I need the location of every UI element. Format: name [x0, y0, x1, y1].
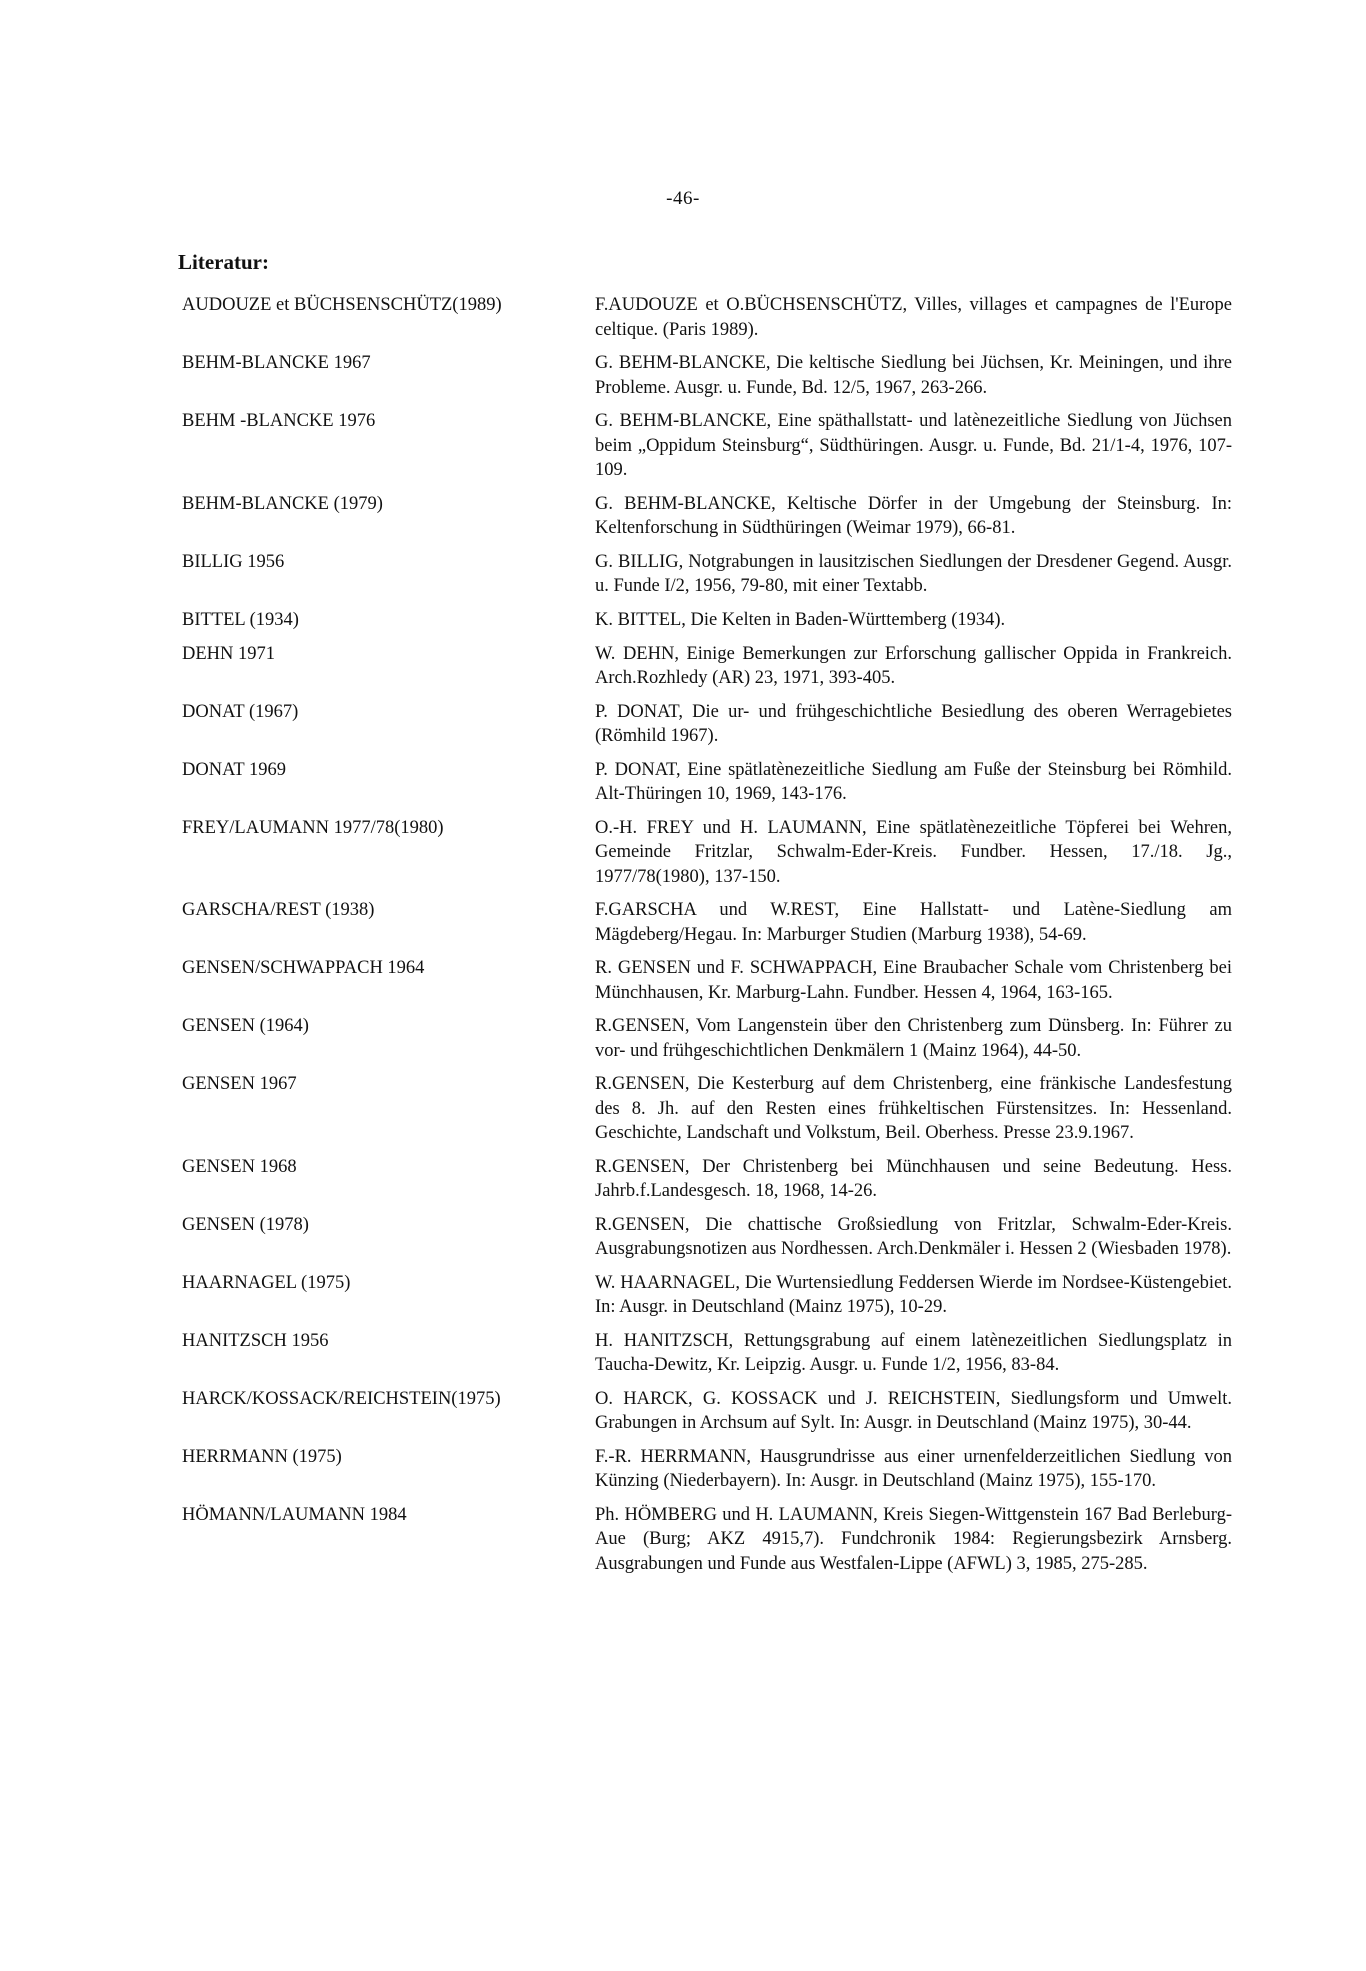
- citation-key: HÖMANN/LAUMANN 1984: [182, 1504, 407, 1525]
- citation-reference: F.-R. HERRMANN, Hausgrundrisse aus einer urnenfelderzeitlichen Siedlung von Künzing (Niederbayern). In: Ausgr. in Deutschland (Mainz 1975), 155-170.: [595, 1446, 1232, 1491]
- bibliography-entry: [182, 550, 1232, 599]
- citation-reference: O.-H. FREY und H. LAUMANN, Eine spätlatènezeitliche Töpferei bei Wehren, Gemeinde Fritzlar, Schwalm-Eder-Kreis. Fundber. Hessen, 17./18. Jg., 1977/78(1980), 137-150.: [595, 817, 1232, 887]
- citation-reference: G. BEHM-BLANCKE, Die keltische Siedlung bei Jüchsen, Kr. Meiningen, und ihre Probleme. Ausgr. u. Funde, Bd. 12/5, 1967, 263-266.: [595, 353, 1232, 398]
- citation-reference: R.GENSEN, Die chattische Großsiedlung von Fritzlar, Schwalm-Eder-Kreis. Ausgrabungsnotizen aus Nordhessen. Arch.Denkmäler i. Hessen 2 (Wiesbaden 1978).: [595, 1214, 1232, 1259]
- bibliography-entry: [182, 1155, 1232, 1204]
- citation-reference: R.GENSEN, Vom Langenstein über den Christenberg zum Dünsberg. In: Führer zu vor- und frühgeschichtlichen Denkmälern 1 (Mainz 1964), 44-50.: [595, 1016, 1232, 1061]
- bibliography-entry: [182, 642, 1232, 691]
- citation-key: GENSEN 1968: [182, 1156, 297, 1177]
- citation-reference: R. GENSEN und F. SCHWAPPACH, Eine Braubacher Schale vom Christenberg bei Münchhausen, Kr. Marburg-Lahn. Fundber. Hessen 4, 1964, 163-165.: [595, 958, 1232, 1003]
- citation-key: FREY/LAUMANN 1977/78(1980): [182, 817, 444, 838]
- citation-reference: W. DEHN, Einige Bemerkungen zur Erforschung gallischer Oppida in Frankreich. Arch.Rozhledy (AR) 23, 1971, 393-405.: [595, 643, 1232, 688]
- citation-reference: P. DONAT, Die ur- und frühgeschichtliche Besiedlung des oberen Werragebietes (Römhild 1967).: [595, 701, 1232, 746]
- citation-key: GENSEN 1967: [182, 1074, 297, 1094]
- bibliography-entry: [182, 1503, 1232, 1577]
- citation-reference: Ph. HÖMBERG und H. LAUMANN, Kreis Siegen-Wittgenstein 167 Bad Berleburg-Aue (Burg; AKZ 4915,7). Fundchronik 1984: Regierungsbezirk Arnsberg. Ausgrabungen und Funde aus Westfalen-Lippe (AFWL) 3, 1985, 275-285.: [595, 1504, 1232, 1574]
- citation-key: HARCK/KOSSACK/REICHSTEIN(1975): [182, 1388, 501, 1409]
- bibliography-entry: [182, 1445, 1232, 1494]
- citation-key: GENSEN (1964): [182, 1016, 309, 1036]
- bibliography-entry: [182, 898, 1232, 947]
- citation-key: BEHM-BLANCKE 1967: [182, 353, 371, 373]
- citation-key: BITTEL (1934): [182, 609, 299, 630]
- citation-key: HANITZSCH 1956: [182, 1330, 329, 1351]
- citation-reference: H. HANITZSCH, Rettungsgrabung auf einem latènezeitlichen Siedlungsplatz in Taucha-Dewitz, Kr. Leipzig. Ausgr. u. Funde 1/2, 1956, 83-84.: [595, 1330, 1232, 1375]
- bibliography-entry: [182, 700, 1232, 749]
- bibliography-entry: [182, 351, 1232, 400]
- citation-key: BEHM-BLANCKE (1979): [182, 493, 383, 514]
- page-number: -46-: [666, 188, 700, 209]
- bibliography-list: [182, 293, 1232, 1585]
- citation-reference: R.GENSEN, Die Kesterburg auf dem Christenberg, eine fränkische Landesfestung des 8. Jh. auf den Resten eines frühkeltischen Fürstensitzes. In: Hessenland. Geschichte, Landschaft und Volkstum, Beil. Oberhess. Presse 23.9.1967.: [595, 1074, 1232, 1143]
- bibliography-entry: [182, 492, 1232, 541]
- citation-reference: R.GENSEN, Der Christenberg bei Münchhausen und seine Bedeutung. Hess. Jahrb.f.Landesgesch. 18, 1968, 14-26.: [595, 1156, 1232, 1201]
- bibliography-entry: [182, 956, 1232, 1005]
- bibliography-entry: [182, 293, 1232, 342]
- bibliography-entry: [182, 608, 1232, 633]
- bibliography-entry: [182, 1213, 1232, 1262]
- citation-reference: K. BITTEL, Die Kelten in Baden-Württemberg (1934).: [595, 609, 1006, 630]
- section-heading: Literatur:: [178, 250, 269, 274]
- bibliography-entry: [182, 1014, 1232, 1063]
- citation-reference: F.GARSCHA und W.REST, Eine Hallstatt- und Latène-Siedlung am Mägdeberg/Hegau. In: Marburger Studien (Marburg 1938), 54-69.: [595, 900, 1232, 945]
- citation-key: DONAT (1967): [182, 701, 299, 722]
- bibliography-entry: [182, 1387, 1232, 1436]
- citation-key: DEHN 1971: [182, 643, 276, 664]
- citation-key: HAARNAGEL (1975): [182, 1272, 351, 1293]
- citation-key: GARSCHA/REST (1938): [182, 900, 375, 920]
- citation-reference: G. BILLIG, Notgrabungen in lausitzischen Siedlungen der Dresdener Gegend. Ausgr. u. Funde I/2, 1956, 79-80, mit einer Textabb.: [595, 551, 1232, 596]
- citation-key: BILLIG 1956: [182, 551, 285, 572]
- citation-reference: P. DONAT, Eine spätlatènezeitliche Siedlung am Fuße der Steinsburg bei Römhild. Alt-Thüringen 10, 1969, 143-176.: [595, 759, 1232, 804]
- citation-reference: O. HARCK, G. KOSSACK und J. REICHSTEIN, Siedlungsform und Umwelt. Grabungen in Archsum auf Sylt. In: Ausgr. in Deutschland (Mainz 1975), 30-44.: [595, 1388, 1232, 1433]
- citation-key: BEHM -BLANCKE 1976: [182, 411, 376, 431]
- citation-reference: G. BEHM-BLANCKE, Eine späthallstatt- und latènezeitliche Siedlung von Jüchsen beim „Oppidum Steinsburg“, Südthüringen. Ausgr. u. Funde, Bd. 21/1-4, 1976, 107-109.: [595, 411, 1232, 480]
- bibliography-entry: [182, 816, 1232, 890]
- citation-key: AUDOUZE et BÜCHSENSCHÜTZ(1989): [182, 295, 502, 315]
- citation-key: GENSEN (1978): [182, 1214, 309, 1235]
- bibliography-entry: [182, 409, 1232, 483]
- bibliography-entry: [182, 1271, 1232, 1320]
- citation-reference: F.AUDOUZE et O.BÜCHSENSCHÜTZ, Villes, villages et campagnes de l'Europe celtique. (Paris 1989).: [595, 295, 1232, 340]
- citation-key: HERRMANN (1975): [182, 1446, 342, 1467]
- citation-reference: W. HAARNAGEL, Die Wurtensiedlung Feddersen Wierde im Nordsee-Küstengebiet. In: Ausgr. in Deutschland (Mainz 1975), 10-29.: [595, 1272, 1232, 1317]
- citation-key: GENSEN/SCHWAPPACH 1964: [182, 958, 425, 978]
- bibliography-entry: [182, 758, 1232, 807]
- citation-key: DONAT 1969: [182, 759, 286, 780]
- bibliography-entry: [182, 1072, 1232, 1146]
- citation-reference: G. BEHM-BLANCKE, Keltische Dörfer in der Umgebung der Steinsburg. In: Keltenforschung in Südthüringen (Weimar 1979), 66-81.: [595, 493, 1232, 538]
- bibliography-entry: [182, 1329, 1232, 1378]
